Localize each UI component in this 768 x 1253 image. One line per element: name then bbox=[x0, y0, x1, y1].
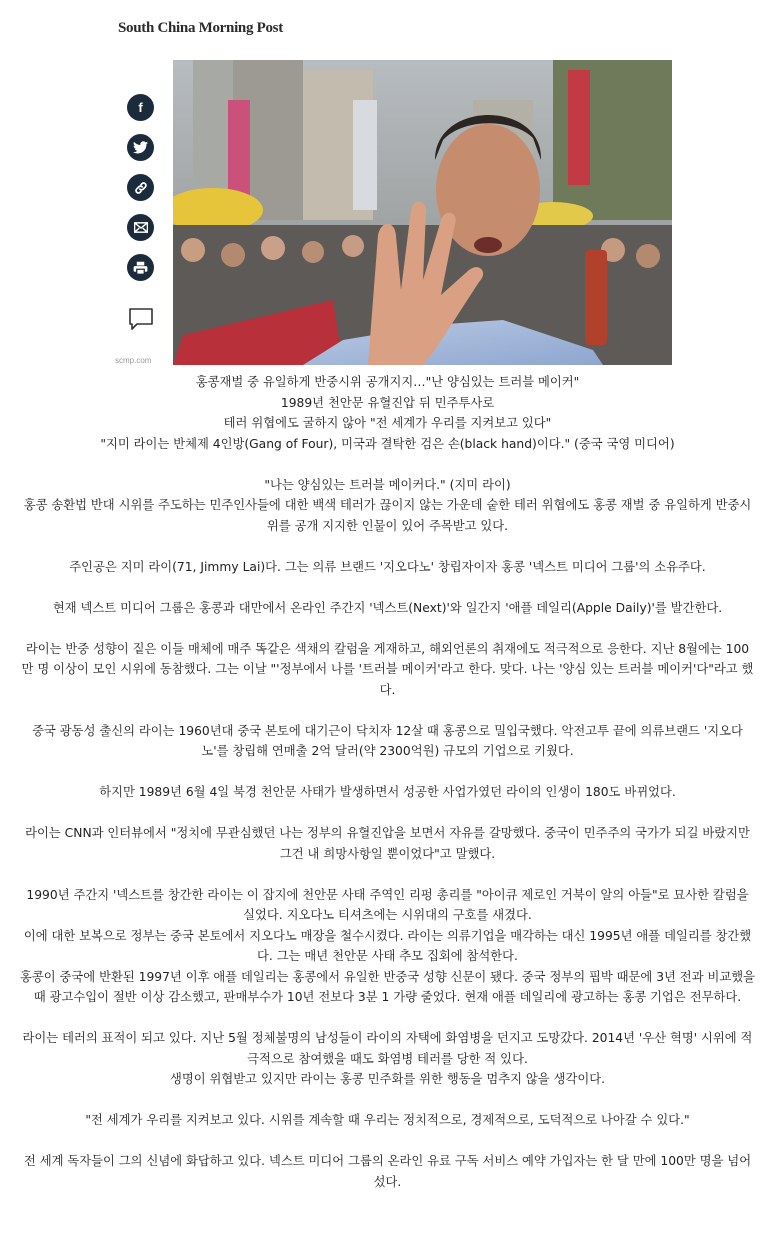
facebook-share-button[interactable] bbox=[127, 94, 154, 121]
photo-credit: scmp.com bbox=[112, 356, 154, 365]
paragraph: 생명이 위협받고 있지만 라이는 홍콩 민주화를 위한 행동을 멈추지 않을 생각이다. bbox=[170, 1072, 605, 1086]
article-body bbox=[20, 372, 755, 1192]
article-photo bbox=[173, 60, 672, 365]
article-hero bbox=[112, 60, 672, 365]
paragraph: 중국 광동성 출신의 라이는 1960년대 중국 본토에 대기근이 닥치자 12살 때 홍콩으로 밀입국했다. 악전고투 끝에 의류브랜드 '지오다노'를 창립해 연매출 2억 달러(약 2300억원) 규모의 기업으로 키웠다. bbox=[32, 723, 743, 758]
print-button[interactable] bbox=[127, 254, 154, 281]
comment-icon[interactable] bbox=[128, 307, 154, 331]
paragraph: 주인공은 지미 라이(71, Jimmy Lai)다. 그는 의류 브랜드 '지오다노' 창립자이자 홍콩 '넥스트 미디어 그룹'의 소유주다. bbox=[69, 559, 706, 574]
subheadline: "지미 라이는 반체제 4인방(Gang of Four), 미국과 결탁한 검은 손(black hand)이다." (중국 국영 미디어) bbox=[100, 436, 675, 451]
paragraph: 현재 넥스트 미디어 그룹은 홍콩과 대만에서 온라인 주간지 '넥스트(Next)'와 일간지 '애플 데일리(Apple Daily)'를 발간한다. bbox=[52, 600, 723, 615]
facebook-icon: f bbox=[138, 100, 143, 115]
headline: 홍콩재벌 중 유일하게 반중시위 공개지지…"난 양심있는 트러블 메이커" bbox=[195, 375, 580, 389]
subheadline: 1989년 천안문 유혈진압 뒤 민주투사로 bbox=[280, 395, 495, 410]
link-icon bbox=[134, 181, 148, 195]
email-icon bbox=[134, 222, 148, 233]
protest-photo-image bbox=[173, 60, 672, 365]
quote: "전 세계가 우리를 지켜보고 있다. 시위를 계속할 때 우리는 정치적으로, 경제적으로, 도덕적으로 나아갈 수 있다." bbox=[85, 1113, 690, 1127]
paragraph: 전 세계 독자들이 그의 신념에 화답하고 있다. 넥스트 미디어 그룹의 온라인 유료 구독 서비스 예약 가입자는 한 달 만에 100만 명을 넘어섰다. bbox=[23, 1154, 752, 1189]
copy-link-button[interactable] bbox=[127, 174, 154, 201]
paragraph: 라이는 테러의 표적이 되고 있다. 지난 5월 정체불명의 남성들이 라이의 자택에 화염병을 던지고 도망갔다. 2014년 '우산 혁명' 시위에 적극적으로 참여했을 때도 화염병 테러를 당한 적 있다. bbox=[22, 1031, 753, 1066]
paragraph: 홍콩이 중국에 반환된 1997년 이후 애플 데일리는 홍콩에서 유일한 반중국 성향 신문이 됐다. 중국 정부의 핍박 때문에 3년 전과 비교했을 때 광고수입이 절반 이상 감소했고, 판매부수가 10년 전보다 3분 1 가량 줄었다. 현재 애플 데일리에 광고하는 홍콩 기업은 전무하다. bbox=[20, 969, 755, 1004]
paragraph: 홍콩 송환법 반대 시위를 주도하는 민주인사들에 대한 백색 테러가 끊이지 않는 가운데 숱한 테러 위협에도 홍콩 재벌 중 유일하게 반중시위를 공개 지지한 인물이 있어 주목받고 있다. bbox=[23, 498, 752, 533]
publication-masthead[interactable]: South China Morning Post bbox=[118, 20, 283, 36]
paragraph: 라이는 CNN과 인터뷰에서 "정치에 무관심했던 나는 정부의 유혈진압을 보면서 자유를 갈망했다. 중국이 민주주의 국가가 되길 바랐지만 그건 내 희망사항일 뿐이었다"고 말했다. bbox=[25, 826, 750, 861]
paragraph: 1990년 주간지 '넥스트를 창간한 라이는 이 잡지에 천안문 사태 주역인 리펑 총리를 "아이큐 제로인 거북이 알의 아들"로 묘사한 칼럼을 실었다. 지오다노 티셔츠에는 시위대의 구호를 새겼다. bbox=[26, 887, 749, 922]
paragraph: 하지만 1989년 6월 4일 북경 천안문 사태가 발생하면서 성공한 사업가였던 라이의 인생이 180도 바뀌었다. bbox=[99, 785, 676, 799]
subheadline: 테러 위협에도 굴하지 않아 "전 세계가 우리를 지켜보고 있다" bbox=[223, 416, 552, 430]
paragraph: "나는 양심있는 트러블 메이커다." (지미 라이) bbox=[264, 477, 511, 492]
email-share-button[interactable] bbox=[127, 214, 154, 241]
paragraph: 라이는 반중 성향이 짙은 이들 매체에 매주 똑같은 색채의 칼럼을 게재하고, 해외언론의 취재에도 적극적으로 응한다. 지난 8월에는 100만 명 이상이 모인 시위에 동참했다. 그는 이날 "'정부에서 나를 '트러블 메이커'라고 한다. 맞다. 나는 '양심 있는 트러블 메이커'다"라고 했다. bbox=[21, 641, 754, 697]
paragraph: 이에 대한 보복으로 정부는 중국 본토에서 지오다노 매장을 철수시켰다. 라이는 의류기업을 매각하는 대신 1995년 애플 데일리를 창간했다. 그는 매년 천안문 사태 추모 집회에 참석한다. bbox=[23, 928, 752, 963]
twitter-share-button[interactable] bbox=[127, 134, 154, 161]
print-icon bbox=[133, 261, 148, 275]
twitter-icon bbox=[133, 141, 148, 154]
share-toolbar bbox=[112, 60, 172, 365]
